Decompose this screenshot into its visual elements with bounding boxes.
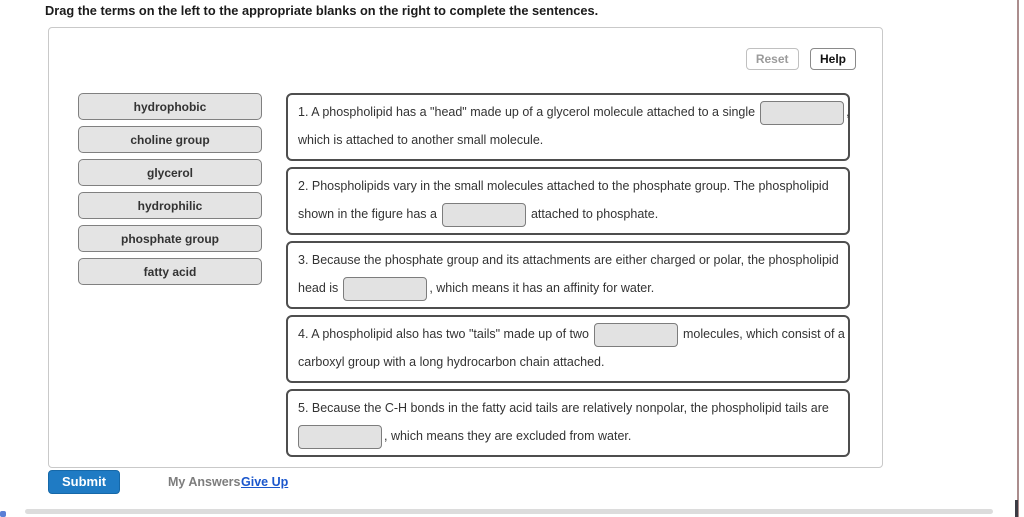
sentence-3-text: 3. Because the phosphate group and its attachments are either charged or polar, the phospholipid bbox=[298, 253, 839, 267]
sentence-box-3 bbox=[286, 241, 850, 309]
sentence-2-text-after: attached to phosphate. bbox=[530, 207, 659, 221]
sentence-5-line-1 bbox=[298, 394, 838, 422]
give-up-link[interactable]: Give Up bbox=[241, 475, 289, 489]
sentence-1-line-1 bbox=[298, 98, 850, 126]
help-button[interactable]: Help bbox=[810, 48, 856, 70]
sentence-box-1 bbox=[286, 93, 850, 161]
bottom-left-artifact bbox=[0, 511, 6, 517]
window-right-edge bbox=[1017, 0, 1019, 517]
submit-button[interactable]: Submit bbox=[48, 470, 120, 494]
sentence-5-text-after: , which means they are excluded from water. bbox=[384, 429, 632, 443]
sentence-4-text-2: carboxyl group with a long hydrocarbon chain attached. bbox=[298, 355, 605, 369]
term-chip-phosphate-group[interactable]: phosphate group bbox=[78, 225, 262, 252]
drop-blank-4[interactable] bbox=[594, 323, 678, 347]
sentence-5-text: 5. Because the C-H bonds in the fatty acid tails are relatively nonpolar, the phospholipid tails are bbox=[298, 401, 829, 415]
sentence-box-2 bbox=[286, 167, 850, 235]
sentence-3-text-2: head is bbox=[298, 281, 339, 295]
reset-button[interactable]: Reset bbox=[746, 48, 799, 70]
sentence-box-5 bbox=[286, 389, 850, 457]
term-chip-choline-group[interactable]: choline group bbox=[78, 126, 262, 153]
sentence-box-4 bbox=[286, 315, 850, 383]
sentence-1-text: 1. A phospholipid has a "head" made up of a glycerol molecule attached to a single bbox=[298, 105, 756, 119]
sentence-1-line-2 bbox=[298, 126, 838, 154]
sentence-2-line-2 bbox=[298, 200, 838, 228]
horizontal-scrollbar[interactable] bbox=[25, 509, 993, 514]
term-chip-fatty-acid[interactable]: fatty acid bbox=[78, 258, 262, 285]
drop-blank-5[interactable] bbox=[298, 425, 382, 449]
drop-blank-3[interactable] bbox=[343, 277, 427, 301]
sentence-list bbox=[286, 93, 850, 463]
sentence-3-text-after: , which means it has an affinity for water. bbox=[429, 281, 655, 295]
panel-toolbar bbox=[746, 48, 856, 70]
my-answers-label: My Answers bbox=[168, 475, 241, 489]
sentence-4-text-after: molecules, which consist of a bbox=[683, 327, 845, 341]
sentence-3-line-1 bbox=[298, 246, 838, 274]
instruction-text: Drag the terms on the left to the appropriate blanks on the right to complete the sentences. bbox=[45, 3, 599, 18]
drop-blank-2[interactable] bbox=[442, 203, 526, 227]
sentence-2-text-2: shown in the figure has a bbox=[298, 207, 437, 221]
question-panel bbox=[48, 27, 883, 468]
term-chip-glycerol[interactable]: glycerol bbox=[78, 159, 262, 186]
sentence-3-line-2 bbox=[298, 274, 838, 302]
sentence-5-line-2 bbox=[298, 422, 838, 450]
term-chip-hydrophilic[interactable]: hydrophilic bbox=[78, 192, 262, 219]
window-corner-mark bbox=[1015, 500, 1018, 517]
sentence-1-text-after: , bbox=[846, 105, 850, 119]
sentence-4-line-2 bbox=[298, 348, 838, 376]
term-chip-hydrophobic[interactable]: hydrophobic bbox=[78, 93, 262, 120]
sentence-2-text: 2. Phospholipids vary in the small molecules attached to the phosphate group. The phospholipid bbox=[298, 179, 829, 193]
drop-blank-1[interactable] bbox=[760, 101, 844, 125]
term-bank bbox=[78, 93, 262, 291]
sentence-1-text-2: which is attached to another small molecule. bbox=[298, 133, 544, 147]
sentence-4-line-1 bbox=[298, 320, 845, 348]
sentence-2-line-1 bbox=[298, 172, 838, 200]
sentence-4-text: 4. A phospholipid also has two "tails" made up of two bbox=[298, 327, 589, 341]
